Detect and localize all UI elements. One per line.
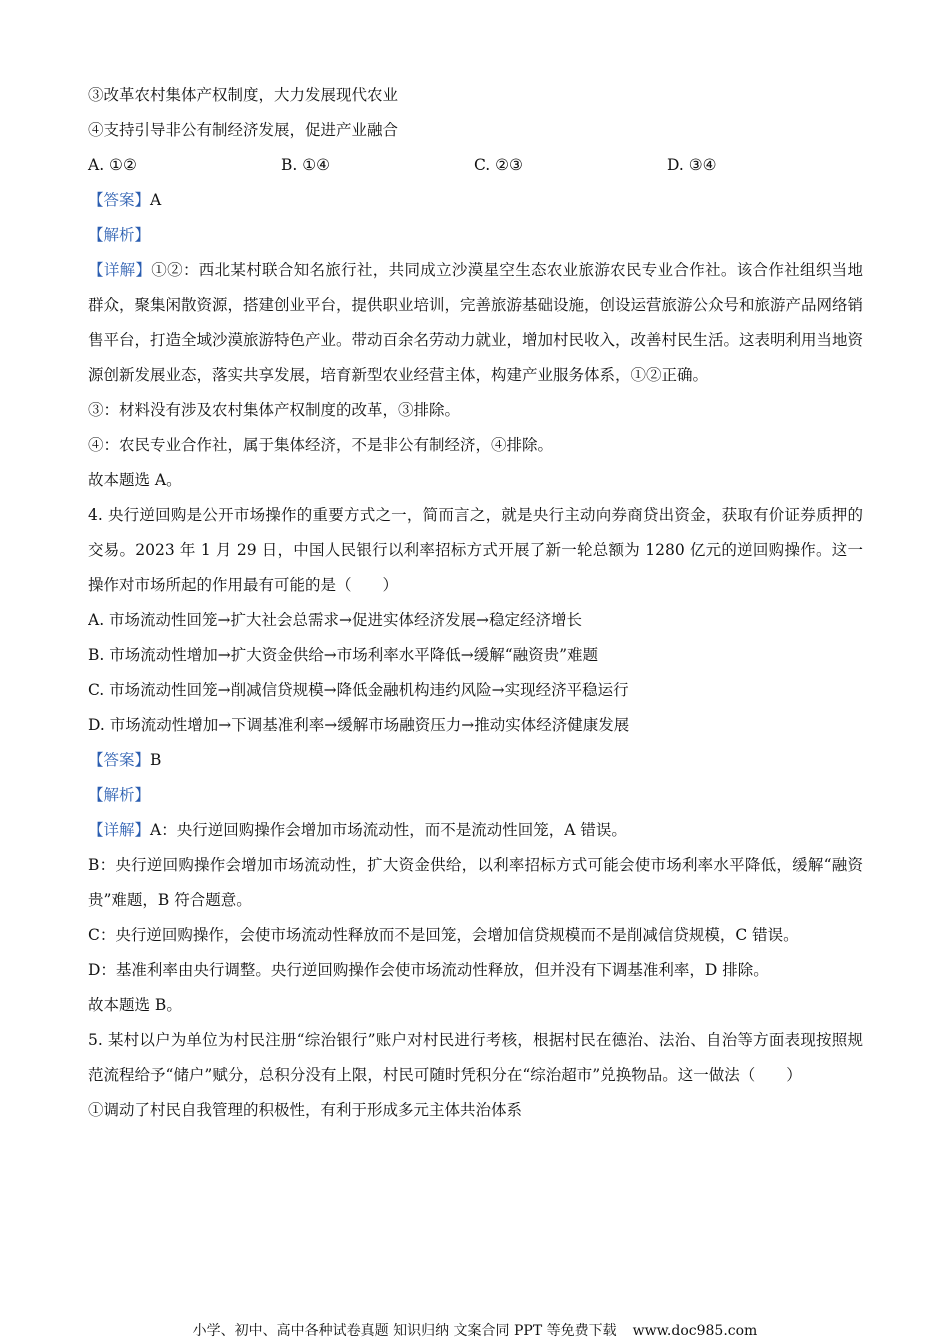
q4-answer bbox=[88, 743, 863, 778]
q3-detail-text: ①②：西北某村联合知名旅行社，共同成立沙漠星空生态农业旅游农民专业合作社。该合作社组织当地群众，聚集闲散资源，搭建创业平台，提供职业培训，完善旅游基础设施，创设运营旅游公众号和旅游产品网络销售平台，打造全域沙漠旅游特色产业。带动百余名劳动力就业，增加村民收入，改善村民生活。这表明利用当地资源创新发展业态，落实共享发展，培育新型农业经营主体，构建产业服务体系，①②正确。 bbox=[88, 261, 864, 384]
q3-item-3: ③改革农村集体产权制度，大力发展现代农业 bbox=[88, 86, 399, 104]
q4-detail-d: D：基准利率由央行调整。央行逆回购操作会使市场流动性释放，但并没有下调基准利率，D 排除。 bbox=[88, 961, 769, 979]
q3-detail bbox=[88, 253, 863, 393]
q4-option-b: B. 市场流动性增加→扩大资金供给→市场利率水平降低→缓解“融资贵”难题 bbox=[88, 646, 599, 664]
q3-answer bbox=[88, 183, 863, 218]
q4-detail-b: B：央行逆回购操作会增加市场流动性，扩大资金供给，以利率招标方式可能会使市场利率水平降低，缓解“融资贵”难题，B 符合题意。 bbox=[88, 856, 863, 909]
answer-tag: 【答案】 bbox=[88, 751, 151, 769]
q3-conclusion: 故本题选 A。 bbox=[88, 471, 182, 489]
q3-option-a: A. ①② bbox=[88, 156, 137, 174]
q4-analysis-tag: 【解析】 bbox=[88, 786, 151, 804]
q3-item-4: ④支持引导非公有制经济发展，促进产业融合 bbox=[88, 121, 399, 139]
detail-tag: 【详解】 bbox=[88, 261, 152, 279]
detail-tag: 【详解】 bbox=[88, 821, 151, 839]
q4-option-d: D. 市场流动性增加→下调基准利率→缓解市场融资压力→推动实体经济健康发展 bbox=[88, 716, 630, 734]
q4-detail-c: C：央行逆回购操作，会使市场流动性释放而不是回笼，会增加信贷规模而不是削减信贷规模，C 错误。 bbox=[88, 926, 799, 944]
q4-detail-a bbox=[88, 813, 863, 848]
q4-answer-value: B bbox=[150, 751, 162, 769]
q4-option-a: A. 市场流动性回笼→扩大社会总需求→促进实体经济发展→稳定经济增长 bbox=[88, 611, 583, 629]
q3-options bbox=[88, 148, 863, 183]
footer-text: 小学、初中、高中各种试卷真题 知识归纳 文案合同 PPT 等免费下载 bbox=[192, 1323, 617, 1339]
q3-answer-value: A bbox=[150, 191, 162, 209]
q3-analysis-tag: 【解析】 bbox=[88, 226, 151, 244]
answer-tag: 【答案】 bbox=[88, 191, 151, 209]
q4-conclusion: 故本题选 B。 bbox=[88, 996, 182, 1014]
q3-option-c: C. ②③ bbox=[474, 156, 523, 174]
q3-option-d: D. ③④ bbox=[667, 156, 717, 174]
q4-option-c: C. 市场流动性回笼→削减信贷规模→降低金融机构违约风险→实现经济平稳运行 bbox=[88, 681, 629, 699]
footer-url: www.doc985.com bbox=[632, 1323, 758, 1339]
q5-item-1: ①调动了村民自我管理的积极性，有利于形成多元主体共治体系 bbox=[88, 1101, 523, 1119]
page-footer bbox=[0, 1320, 950, 1340]
q4-detail-a-text: A：央行逆回购操作会增加市场流动性，而不是流动性回笼，A 错误。 bbox=[150, 821, 627, 839]
q3-detail-item-3: ③：材料没有涉及农村集体产权制度的改革，③排除。 bbox=[88, 401, 461, 419]
document-content bbox=[88, 78, 863, 1128]
q4-stem: 4. 央行逆回购是公开市场操作的重要方式之一，简而言之，就是央行主动向券商贷出资金，获取有价证券质押的交易。2023 年 1 月 29 日，中国人民银行以利率招标方式开展了新一轮总额为 1280 亿元的逆回购操作。这一操作对市场所起的作用最有可能的是（ ） bbox=[88, 506, 863, 594]
q5-stem: 5. 某村以户为单位为村民注册“综治银行”账户对村民进行考核，根据村民在德治、法治、自治等方面表现按照规范流程给予“储户”赋分，总积分没有上限，村民可随时凭积分在“综治超市”兑换物品。这一做法（ ） bbox=[88, 1031, 863, 1084]
q3-option-b: B. ①④ bbox=[281, 156, 331, 174]
q3-detail-item-4: ④：农民专业合作社，属于集体经济，不是非公有制经济，④排除。 bbox=[88, 436, 554, 454]
